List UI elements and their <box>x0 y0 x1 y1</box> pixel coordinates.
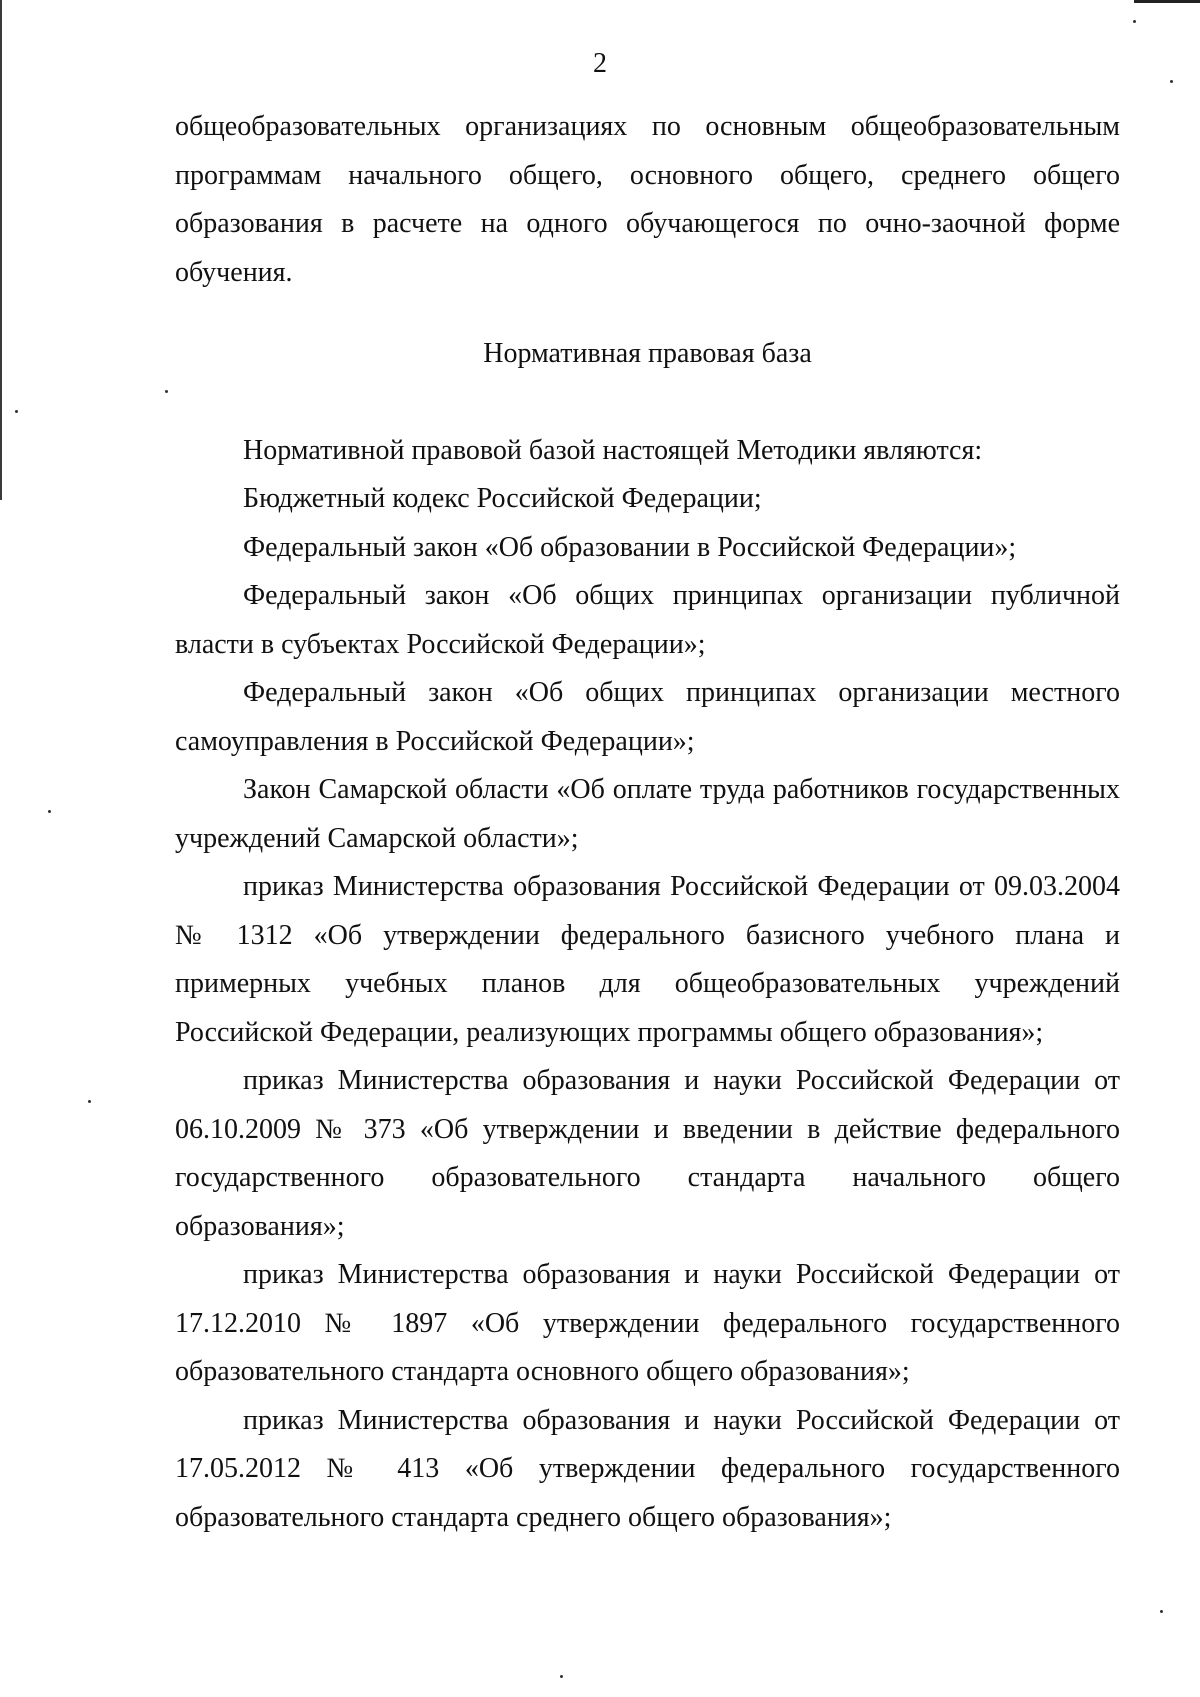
section-heading: Нормативная правовая база <box>483 338 812 369</box>
list-item: Федеральный закон «Об общих принципах организации публичной власти в субъектах Российской Федерации»; <box>175 580 1120 660</box>
list-item: Федеральный закон «Об образовании в Российской Федерации»; <box>243 531 1017 563</box>
list-item: приказ Министерства образования Российской Федерации от 09.03.2004 № 1312 «Об утверждении федерального базисного учебного плана и примерных учебных планов для общеобразовательных учреждений Российской Федерации, реализующих программы общего образования»; <box>175 871 1120 1048</box>
scan-speck <box>1133 20 1136 23</box>
list-item: приказ Министерства образования и науки Российской Федерации от 17.05.2012 № 413 «Об утверждении федерального государственного образовательного стандарта среднего общего образования»; <box>175 1404 1120 1533</box>
document-body <box>175 103 1120 1542</box>
scan-speck <box>560 1675 563 1678</box>
list-item: приказ Министерства образования и науки Российской Федерации от 06.10.2009 № 373 «Об утверждении и введении в действие федерального государственного образовательного стандарта начального общего образования»; <box>175 1065 1120 1242</box>
list-item: Федеральный закон «Об общих принципах организации местного самоуправления в Российской Федерации»; <box>175 677 1120 757</box>
scan-speck <box>1160 1610 1163 1613</box>
page-number: 2 <box>593 48 607 79</box>
scan-speck <box>165 390 168 393</box>
list-item: Закон Самарской области «Об оплате труда работников государственных учреждений Самарской области»; <box>175 774 1120 854</box>
list-item: Нормативной правовой базой настоящей Методики являются: <box>243 434 983 466</box>
scan-speck <box>15 410 18 413</box>
list-item: Бюджетный кодекс Российской Федерации; <box>243 483 762 514</box>
scan-speck <box>48 810 51 813</box>
list-item: приказ Министерства образования и науки Российской Федерации от 17.12.2010 № 1897 «Об утверждении федерального государственного образовательного стандарта основного общего образования»; <box>175 1259 1120 1387</box>
scan-speck <box>88 1100 91 1103</box>
intro-paragraph: общеобразовательных организациях по основным общеобразовательным программам начального общего, основного общего, среднего общего образования в расчете на одного обучающегося по очно-заочной форме обучения. <box>175 111 1120 288</box>
scan-corner-mark <box>1134 0 1200 3</box>
